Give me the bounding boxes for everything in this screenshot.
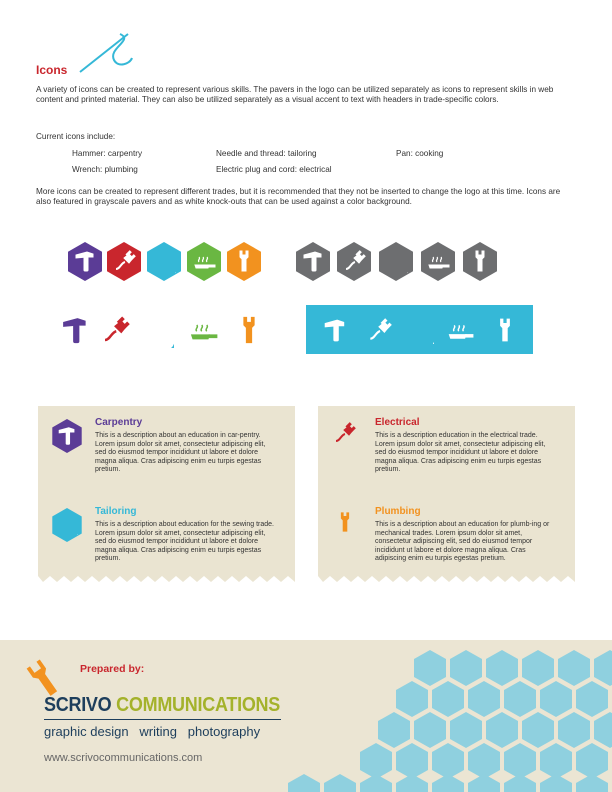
wrench-logo-icon [20, 656, 68, 696]
plug-icon [107, 242, 141, 281]
current-icons-label: Current icons include: [36, 132, 116, 141]
icon-list-item: Electric plug and cord: electrical [216, 165, 332, 174]
wrench-icon [234, 312, 264, 348]
plug-icon [337, 242, 371, 281]
trade-card-box [318, 406, 575, 576]
company-name-part1: SCRIVO [44, 694, 112, 716]
section-title: Icons [36, 63, 68, 77]
divider [44, 719, 281, 720]
intro-paragraph: A variety of icons can be created to represent various skills. The pavers in the logo can be utilized separately as icons to represent skills in web content and printed material. They can also be utilized separately as a visual accent to text with headers in trade-specific colors. [36, 85, 554, 104]
hammer-icon [296, 242, 330, 281]
wrench-icon [492, 316, 518, 344]
company-url[interactable]: www.scrivocommunications.com [44, 752, 203, 764]
company-name [44, 694, 280, 717]
more-icons-paragraph: More icons can be created to represent different trades, but it is recommended that they not be inserted to change the logo at this time. Icons are also featured in grayscale pavers and as white knock-outs that can be used against a color background. [36, 187, 561, 206]
card-text-electrical: This is a description education in the electrical trade. Lorem ipsum dolor sit amet, consectetur adipiscing elit, sed do eiusmod tempor incididunt ut labore et dolore magna aliqua. Cras adipiscing enim eu turpis egestas pretium. [375, 432, 546, 474]
icon-list-item: Hammer: carpentry [72, 149, 143, 158]
card-title-carpentry: Carpentry [95, 417, 143, 428]
hammer-icon [68, 242, 102, 281]
card-title-electrical: Electrical [375, 417, 420, 428]
plug-icon [100, 312, 130, 348]
company-tagline: graphic design writing photography [44, 724, 261, 739]
wrench-icon [227, 242, 261, 281]
hexagon-pattern [280, 640, 612, 792]
icon-list-item: Wrench: plumbing [72, 165, 138, 174]
needle-icon [408, 316, 434, 344]
card-text-carpentry: This is a description about an education in car-pentry. Lorem ipsum dolor sit amet, consectetur adipiscing elit, sed do eiusmod tempor incididunt ut labore et dolore magna aliqua. Cras adipiscing enim eu turpis egestas pretium. [95, 432, 266, 474]
icon-list-item: Pan: cooking [396, 149, 444, 158]
hammer-icon [52, 419, 82, 453]
plug-icon [332, 420, 356, 446]
card-title-plumbing: Plumbing [375, 506, 421, 517]
needle-thread-icon [78, 32, 134, 76]
pan-icon [421, 242, 455, 281]
pan-icon [446, 316, 474, 344]
wrench-icon [463, 242, 497, 281]
wrench-icon [334, 508, 356, 536]
icon-list-item: Needle and thread: tailoring [216, 149, 317, 158]
pan-icon [187, 242, 221, 281]
hammer-icon [60, 312, 90, 348]
card-text-tailoring: This is a description about education for the sewing trade. Lorem ipsum dolor sit amet, consectetur adipiscing elit, sed do eiusmod tempor incididunt ut labore et dolore magna aliqua. Cras adipiscing enim eu turpis egestas pretium. [95, 521, 274, 563]
company-name-part2: COMMUNICATIONS [116, 694, 281, 716]
hammer-icon [322, 316, 348, 344]
card-title-tailoring: Tailoring [95, 506, 137, 517]
needle-icon [379, 242, 413, 281]
trade-card-box [38, 406, 295, 576]
card-text-plumbing: This is a description about an education for plumb-ing or mechanical trades. Lorem ipsum dolor sit amet, consectetur adipiscing elit, sed do eiusmod tempor incididunt ut labore et dolore magna aliqua. Cras adipiscing enim eu turpis egestas pretium. [375, 521, 550, 563]
pan-icon [188, 312, 218, 348]
needle-icon [144, 312, 174, 348]
prepared-by-label: Prepared by: [80, 663, 145, 675]
plug-icon [366, 316, 392, 344]
needle-icon [52, 508, 82, 542]
needle-icon [147, 242, 181, 281]
knockout-icon-band [306, 305, 533, 354]
